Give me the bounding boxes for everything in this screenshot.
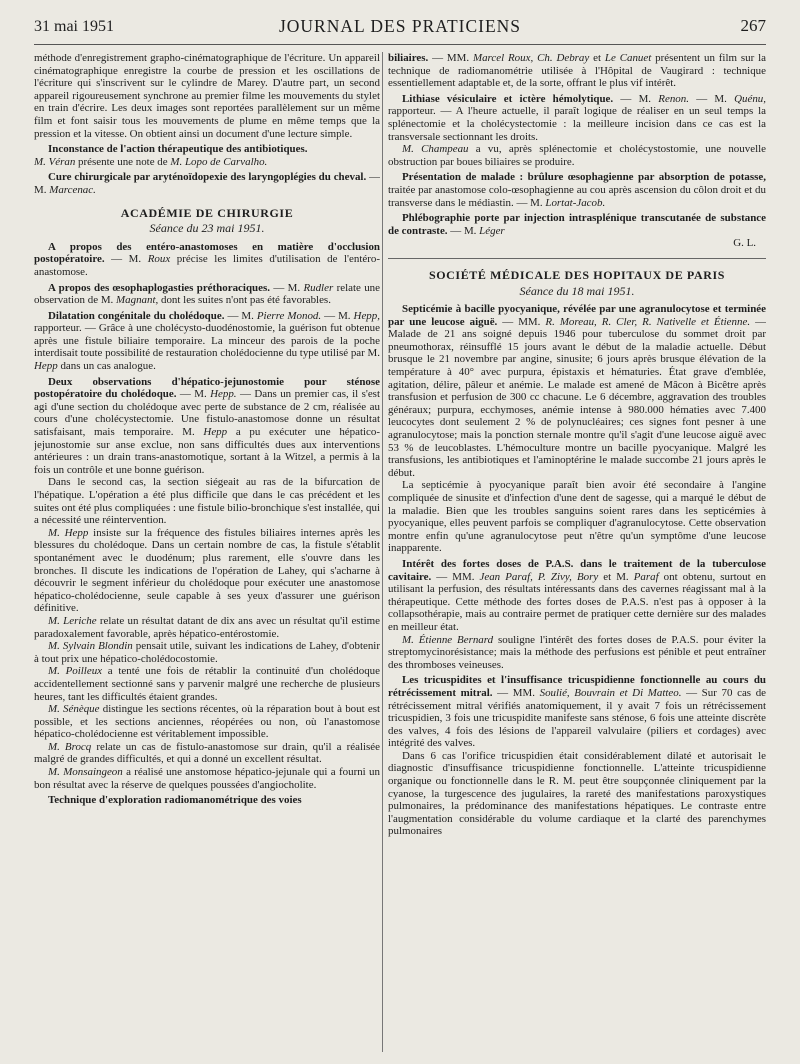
author-name: M. Monsaingeon (48, 766, 123, 779)
signature-initials: G. L. (733, 237, 756, 250)
author-name: M. Brocq (48, 740, 92, 753)
author-name: M. Hepp (48, 526, 89, 539)
paragraph (34, 640, 380, 665)
paragraph-text: distingue les sections récentes, où la réparation bout à bout est possible, et les sections anciennes, réopérées ou non, où l'anastomose hépatico-cholédocienne est véritablement impossible. (34, 703, 380, 741)
section-title-academie: ACADÉMIE DE CHIRURGIE (120, 205, 294, 220)
report-title: Inconstance de l'action thérapeutique des antibiotiques. (48, 143, 308, 156)
report-phlebographie (388, 212, 766, 237)
paragraph (34, 615, 380, 640)
report-text: traitée par anastomose colo-œsophagienne au cou après ascension du côlon droit et du transverse dans le médiastin. — M. (388, 183, 766, 209)
report-title: Dilatation congénitale du cholédoque. (48, 309, 225, 322)
report-text: — M. (321, 309, 354, 322)
report-text: — M. (447, 224, 480, 237)
author-name: Hepp. (210, 388, 237, 401)
paragraph-text: a réalisé une anstomose hépatico-jejunale qui a fourni un bon résultat avec la réserve de quelques poussées d'angiocholite. (34, 766, 380, 791)
report-title: A propos des œsophaplogasties préthoraciques. (48, 281, 270, 294)
author-name: Lortat-Jacob. (545, 196, 606, 209)
author-name: Quénu, (734, 92, 766, 105)
report-title: biliaires. (388, 52, 429, 64)
paragraph-text: a tenté une fois de rétablir la continuité d'un cholédoque accidentellement sectionné sans y parvenir malgré une recherche de plusieurs heures, tant les difficultés étaient grandes. (34, 665, 380, 703)
report-pas (388, 558, 766, 634)
report-title: Présentation de malade : brûlure œsophagienne par absorption de potasse, (402, 171, 766, 184)
section-title-societe: SOCIÉTÉ MÉDICALE DES HOPITAUX DE PARIS (428, 267, 726, 282)
report-text: — MM. (431, 570, 480, 583)
page-number: 267 (740, 16, 766, 35)
report-hepatico-jejunostomie (34, 376, 380, 477)
report-text: a pu exécuter une hépatico-jejunostomie sur anse exclue, non sans difficultés dues aux interventions antérieures : un drain trans-anastomotique, sortant à la Witzel, a permis à la fois un contrôle et une bonne guérison. (34, 426, 380, 476)
paragraph: Dans 6 cas l'orifice tricuspidien était considérablement dilaté et autorisait le diagnostic d'insuffisance tricuspidienne fonctionnelle. L'atteinte tricuspidienne organique ou fonctionnelle dans le R. M. peut être soupçonnée cliniquement par la cyanose, la turgescence des jugulaires, la rareté des manifestations paroxystiques pulmonaires, la prédominance des manifestations hépatiques. Le contraste entre l'augmentation considérable du volume cardiaque et la clarté des parenchymes pulmonaires (388, 749, 766, 838)
report-text: relate une observation de M. (34, 281, 380, 307)
report-text: — Dans un premier cas, il s'est agi d'une section du cholédoque avec perte de substance de 2 cm, réalisée au cours d'une cholécystectomie. Une fistulo-anastomose donne un résultat satisfaisant, mais temporaire. M. (34, 388, 380, 439)
author-name: Magnant, (116, 294, 159, 307)
seance-date: Séance du 18 mai 1951. (519, 283, 635, 298)
author-name: Hepp (34, 360, 58, 373)
report-laryngoplegies (34, 171, 380, 196)
author-name: M. Sylvain Blondin (48, 640, 133, 653)
report-text: — MM. (497, 315, 546, 328)
report-title: Technique d'exploration radiomanométrique des voies (48, 794, 302, 807)
report-text: — MM. (428, 52, 473, 64)
report-tricuspidites (388, 674, 766, 750)
report-text: ont obtenu, surtout en utilisant la perfusion, des résultats intéressants dans des cavernes réagissant mal à la thérapeutique. Cette méthode des fortes doses de P.A.S. n'est pas à opposer à la collapsothérapie, mais au contraire permet de pratiquer cette dernière sur des malades en meilleur état. (388, 570, 766, 633)
report-entero-anastomoses (34, 241, 380, 279)
author-name: Léger (479, 224, 505, 237)
report-text: — Sur 70 cas de rétrécissement mitral vérifiés anatomiquement, il y avait 7 fois un rétrécissement tricuspidien, 3 fois une tricuspidite manifeste sans sténose, 6 fois une atteinte discrète des valves, 4 fois des lésions de l'appareil valvulaire (piliers et cordages) avec intégrité des valves. (388, 686, 766, 750)
paragraph (34, 766, 380, 791)
report-text: — M. (224, 309, 257, 322)
report-text: dont les suites n'ont pas été favorables. (158, 294, 331, 307)
report-title: A propos des entéro-anastomoses en matière d'occlusion postopératoire. (34, 240, 380, 266)
paragraph (34, 741, 380, 766)
paragraph: Dans le second cas, la section siégeait au ras de la bifurcation de l'hépatique. L'opération a été plus difficile que dans le cas précédent et les suites ont été plus compliquées : une fistule bilio-bronchique s'est installée, qui a nécessité une réintervention. (34, 476, 380, 527)
report-text: — M. (104, 253, 148, 266)
paragraph-text: relate un cas de fistulo-anastomose sur drain, qu'il a réalisée malgré de grandes difficultés, et qui a donné un excellent résultat. (34, 740, 380, 766)
author-name: M. Lopo de Carvalho. (170, 155, 268, 168)
report-title: Les tricuspidites et l'insuffisance tricuspidienne fonctionnelle au cours du rétrécissement mitral. (388, 674, 766, 699)
paragraph (388, 143, 766, 168)
paragraph (34, 703, 380, 741)
report-text: — M. (176, 388, 211, 401)
paragraph (34, 527, 380, 615)
report-title: Lithiase vésiculaire et ictère hémolytique. (402, 92, 614, 105)
journal-title: JOURNAL DES PRATICIENS (278, 16, 522, 36)
author-name: Rudler (303, 281, 334, 294)
report-title: Deux observations d'hépatico-jejunostomie pour sténose postopératoire du cholédoque. (34, 375, 380, 401)
report-text: — M. (34, 171, 380, 196)
author-name: M. Étienne Bernard (402, 633, 494, 646)
right-column (388, 52, 766, 1056)
report-choledoque (34, 310, 380, 373)
report-oesophaplogasties (34, 282, 380, 307)
report-antibiotiques (34, 143, 380, 168)
report-text: — MM. (492, 686, 540, 699)
report-septicemie (388, 303, 766, 479)
seance-date: Séance du 23 mai 1951. (149, 221, 265, 236)
author-name: Marcenac. (49, 183, 96, 196)
paragraph-text: insiste sur la fréquence des fistules biliaires internes après les blessures du cholédoque. Dans un certain nombre de cas, la fistule s'établit spontanément avec le duodénum; plus rarement, elle s'ouvre dans les bronches. Il discute les indications de l'opération de Lahey, qui s'acharne à découvrir le segment inférieur du cholédoque pour exécuter une anastomose hépatico-cholédocienne, seule capable à ses yeux d'assurer une guérison définitive. (34, 526, 380, 615)
report-text: rapporteur. — A l'heure actuelle, il paraît logique de réaliser en un seul temps la splénectomie et la cholécystectomie : la meilleure incision dans ce cas est la transversale sectionnant les droits. (388, 105, 766, 143)
report-text: présentent un film sur la technique de radiomanométrie utilisée à l'Hôpital de Vaugirard : technique essentiellement adaptable et, de la sorte, offrant le plus vif intérêt. (388, 52, 766, 90)
author-name: Marcel Roux, Ch. Debray (472, 52, 590, 64)
author-name: Soulié, Bouvrain et Di Matteo. (539, 686, 682, 699)
header-date: 31 mai 1951 (34, 18, 114, 35)
paragraph: La septicémie à pyocyanique paraît bien avoir été secondaire à l'angine compliquée de sinusite et d'infection d'une dent de sagesse, qui a marqué le début de la maladie. Bien que les troubles sanguins soient rares dans les septicémies à pyocyanique, elles peuvent parfois se compliquer d'agranulocytose. Cette observation montre enfin qu'une agranulocytose peut n'être qu'un symptôme d'une leucose inapparente. (388, 479, 766, 555)
report-brulure (388, 171, 766, 209)
paragraph-text: relate un résultat datant de dix ans avec un résultat qu'il estime paradoxalement favorable, après hépatico-entérostomie. (34, 614, 380, 640)
report-text: — M. (688, 92, 735, 105)
author-name: M. Poilleux (48, 665, 103, 678)
paragraph-text: souligne l'intérêt des fortes doses de P.A.S. pour éviter la streptomycinorésistance; mais la méthode des perfusions est pénible et peut entraîner des thromboses veineuses. (388, 633, 766, 671)
author-name: M. Véran (34, 155, 76, 168)
paragraph-text: a vu, après splénectomie et cholécystostomie, une nouvelle obstruction par boues biliaires se produire. (388, 143, 766, 168)
report-text: dans un cas analogue. (57, 360, 156, 373)
author-name: M. Sénèque (48, 703, 100, 716)
report-title: Phlébographie porte par injection intrasplénique transcutanée de substance de contraste. (388, 212, 766, 237)
report-title: Septicémie à bacille pyocyanique, révélée par une agranulocytose et terminée par une leucose aiguë. (388, 303, 766, 328)
report-radiomanometrie-cont (388, 52, 766, 90)
page-header (34, 14, 766, 45)
report-text: — M. (269, 281, 304, 294)
paragraph-text: pensait utile, suivant les indications de Lahey, d'obtenir à tout prix une hépatico-cholédocostomie. (34, 640, 380, 665)
author-name: Hepp, (353, 309, 380, 322)
author-name: R. Moreau, R. Cler, R. Nativelle et Étienne. (545, 315, 751, 328)
author-name: Hepp (203, 426, 228, 439)
paragraph (388, 634, 766, 672)
section-divider (388, 258, 766, 259)
author-name: Roux (147, 253, 171, 266)
paragraph (34, 665, 380, 703)
author-name: Le Canuet (604, 52, 652, 64)
report-title: Cure chirurgicale par aryténoïdopexie des laryngoplégies du cheval. (48, 171, 367, 184)
report-text: et M. (598, 570, 634, 583)
report-text: — Malade de 21 ans soigné depuis 1946 pour tuberculose du sommet droit par pneumothorax, réinsufflé 15 jours avant le début de la maladie actuelle. Début brusque le 21 novembre par angine, sinusite; 6 jours après brusque élévation de la température à 40° avec purpura, épistaxis et hématuries. État grave d'emblée, agitation, délire, pâleur et anémie. Le malade est amené de Mâcon à Bicêtre après transfusion et perfusion de 300 cc chacune. Le 6 décembre, aggravation des troubles généraux; purpura, ecchymoses, anémie intense à 980.000 hématies avec 7.400 leucocytes dont seulement 2 % de polynucléaires; ces signes font pesner à une agranulocytose; mais la ponction sternale montre qu'il s'agit d'une leucose aiguë avec 53 % de leucoblastes. L'hémoculture montre un bacille pyocyanique. Malgré les transfusions, les antibiotiques et l'aminoptérine le malade succombe 21 jours après le début. (388, 315, 766, 479)
report-text: rapporteur. — Grâce à une cholécysto-duodénostomie, la guérison fut obtenue après une fistule biliaire temporaire. La minceur des parois de la poche interdisait toute possibilité de restauration cholédocienne du type utilisé par M. (34, 322, 380, 360)
report-text: — M. (613, 92, 659, 105)
report-text: précise les limites d'utilisation de l'entéro-anastomose. (34, 253, 380, 278)
column-divider (382, 52, 383, 1052)
author-name: Pierre Monod. (256, 309, 322, 322)
article-columns (34, 52, 766, 1056)
left-column (34, 52, 380, 1056)
author-name: M. Leriche (48, 614, 97, 627)
author-name: Renon. (658, 92, 689, 105)
author-name: Paraf (633, 570, 659, 583)
paragraph: méthode d'enregistrement grapho-cinématographique de l'écriture. Un appareil cinématographique enregistre la courbe de pression et les oscillations de l'écriture qui s'inscrivent sur le cylindre de Marey. D'autre part, un second appareil rigoureusement synchrone au premier filme les mouvements du stylet en train d'écrire. Les deux images sont reportées parallèlement sur un même film et font saisir tous les mouvements de plume en même temps que la pression et la vitesse. On obtient ainsi un document d'une lecture simple. (34, 52, 380, 140)
author-name: M. Champeau (402, 143, 469, 156)
report-lithiase (388, 93, 766, 143)
report-text: et (589, 52, 605, 64)
report-radiomanometrie (34, 794, 380, 807)
report-title: Intérêt des fortes doses de P.A.S. dans le traitement de la tuberculose cavitaire. (388, 557, 766, 583)
author-name: Jean Paraf, P. Zivy, Bory (479, 570, 599, 583)
report-text: présente une note de (75, 155, 171, 168)
